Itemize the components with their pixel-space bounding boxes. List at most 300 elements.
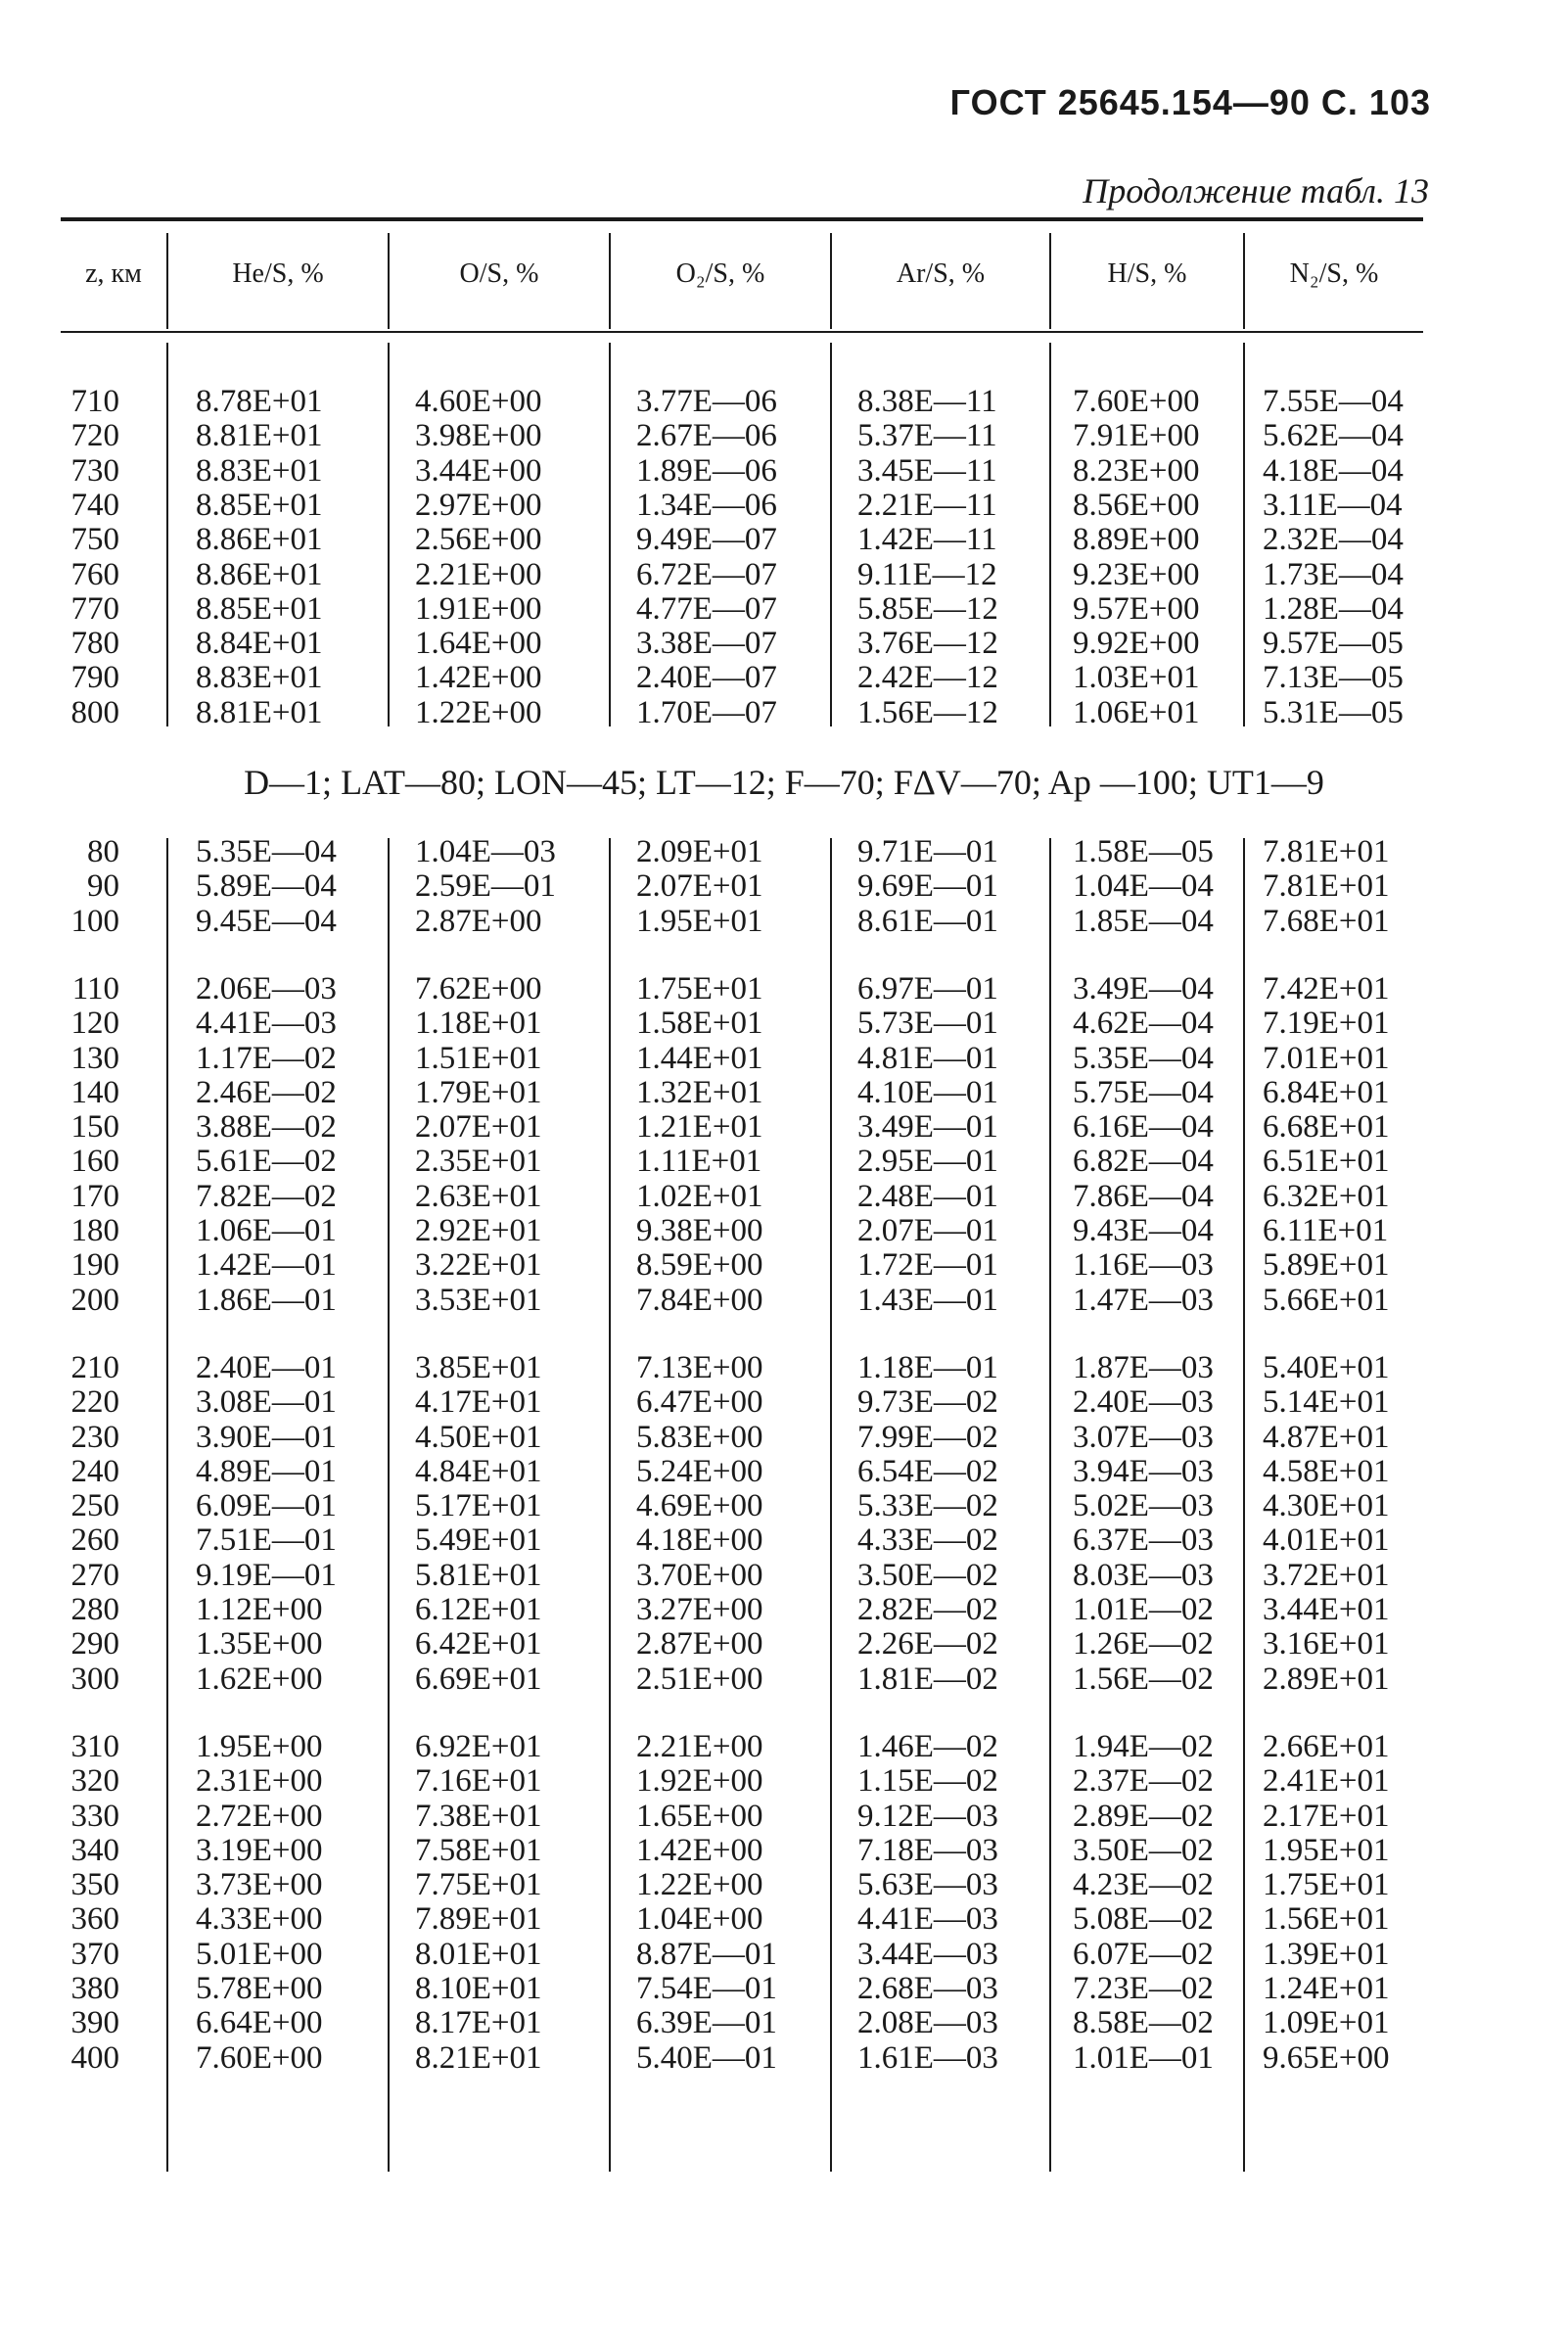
cell-ar: 7.18E—03 bbox=[857, 1832, 998, 1868]
column-rule bbox=[166, 233, 168, 329]
cell-altitude: 320 bbox=[70, 1763, 119, 1800]
cell-o: 2.07E+01 bbox=[415, 1109, 542, 1146]
cell-o2: 4.69E+00 bbox=[636, 1488, 763, 1524]
table-row bbox=[0, 489, 1568, 523]
cell-ar: 5.73E—01 bbox=[857, 1006, 998, 1042]
cell-n2: 1.39E+01 bbox=[1263, 1936, 1390, 1972]
cell-o: 8.01E+01 bbox=[415, 1936, 542, 1972]
cell-n2: 1.24E+01 bbox=[1263, 1971, 1390, 2006]
cell-n2: 7.01E+01 bbox=[1263, 1040, 1390, 1076]
cell-h: 5.75E—04 bbox=[1073, 1074, 1214, 1110]
cell-h: 7.60E+00 bbox=[1073, 384, 1200, 419]
cell-o2: 8.87E—01 bbox=[636, 1936, 777, 1972]
cell-o: 2.97E+00 bbox=[415, 487, 542, 523]
cell-ar: 3.44E—03 bbox=[857, 1936, 998, 1972]
cell-he: 6.09E—01 bbox=[196, 1488, 337, 1524]
table-row bbox=[0, 1421, 1568, 1455]
cell-ar: 1.15E—02 bbox=[857, 1763, 998, 1800]
cell-o: 8.21E+01 bbox=[415, 2039, 542, 2076]
cell-n2: 5.31E—05 bbox=[1263, 694, 1404, 730]
table-row bbox=[0, 419, 1568, 453]
cell-altitude: 90 bbox=[87, 868, 119, 905]
cell-h: 6.07E—02 bbox=[1073, 1936, 1214, 1972]
column-rule bbox=[1243, 233, 1245, 329]
cell-o2: 2.67E—06 bbox=[636, 418, 777, 454]
cell-o: 1.18E+01 bbox=[415, 1006, 542, 1042]
cell-altitude: 370 bbox=[70, 1936, 119, 1972]
cell-h: 4.23E—02 bbox=[1073, 1867, 1214, 1903]
table-row bbox=[0, 1938, 1568, 1972]
column-rule bbox=[1049, 233, 1051, 329]
cell-ar: 1.42E—11 bbox=[857, 522, 997, 558]
cell-altitude: 250 bbox=[70, 1488, 119, 1524]
cell-o2: 9.38E+00 bbox=[636, 1213, 763, 1248]
cell-he: 8.78E+01 bbox=[196, 384, 323, 419]
cell-ar: 9.73E—02 bbox=[857, 1384, 998, 1421]
cell-ar: 5.85E—12 bbox=[857, 590, 998, 627]
cell-n2: 4.30E+01 bbox=[1263, 1488, 1390, 1524]
cell-he: 2.06E—03 bbox=[196, 970, 337, 1007]
table-row bbox=[0, 1902, 1568, 1937]
column-header-altitude: z, км bbox=[85, 258, 142, 289]
cell-o: 1.22E+00 bbox=[415, 694, 542, 730]
cell-h: 1.03E+01 bbox=[1073, 660, 1200, 696]
cell-o2: 1.65E+00 bbox=[636, 1798, 763, 1834]
cell-ar: 1.56E—12 bbox=[857, 694, 998, 730]
cell-o2: 1.75E+01 bbox=[636, 970, 763, 1007]
cell-h: 1.58E—05 bbox=[1073, 834, 1214, 869]
cell-he: 1.17E—02 bbox=[196, 1040, 337, 1076]
cell-o2: 1.34E—06 bbox=[636, 487, 777, 523]
cell-o: 1.79E+01 bbox=[415, 1074, 542, 1110]
cell-h: 5.35E—04 bbox=[1073, 1040, 1214, 1076]
cell-altitude: 330 bbox=[70, 1798, 119, 1834]
cell-altitude: 130 bbox=[70, 1040, 119, 1076]
cell-o: 5.49E+01 bbox=[415, 1522, 542, 1559]
cell-o: 3.85E+01 bbox=[415, 1349, 542, 1385]
cell-ar: 4.41E—03 bbox=[857, 1901, 998, 1938]
cell-h: 1.56E—02 bbox=[1073, 1661, 1214, 1697]
cell-n2: 6.32E+01 bbox=[1263, 1178, 1390, 1214]
cell-he: 1.35E+00 bbox=[196, 1626, 323, 1662]
cell-altitude: 110 bbox=[71, 970, 119, 1007]
cell-n2: 1.73E—04 bbox=[1263, 556, 1404, 592]
column-header-ar: Ar/S, % bbox=[896, 258, 986, 289]
cell-he: 1.42E—01 bbox=[196, 1247, 337, 1284]
cell-ar: 2.26E—02 bbox=[857, 1626, 998, 1662]
table-row bbox=[0, 905, 1568, 939]
cell-o: 6.69E+01 bbox=[415, 1661, 542, 1697]
cell-h: 7.86E—04 bbox=[1073, 1178, 1214, 1214]
cell-n2: 6.68E+01 bbox=[1263, 1109, 1390, 1146]
cell-n2: 3.16E+01 bbox=[1263, 1626, 1390, 1662]
cell-altitude: 770 bbox=[70, 590, 119, 627]
cell-ar: 1.18E—01 bbox=[857, 1349, 998, 1385]
cell-n2: 1.09E+01 bbox=[1263, 2005, 1390, 2041]
table-row bbox=[0, 1972, 1568, 2006]
table-row bbox=[0, 454, 1568, 489]
cell-ar: 6.97E—01 bbox=[857, 970, 998, 1007]
cell-he: 2.40E—01 bbox=[196, 1349, 337, 1385]
cell-ar: 8.61E—01 bbox=[857, 903, 998, 939]
cell-ar: 4.81E—01 bbox=[857, 1040, 998, 1076]
cell-ar: 5.63E—03 bbox=[857, 1867, 998, 1903]
cell-ar: 3.76E—12 bbox=[857, 626, 998, 662]
cell-ar: 3.50E—02 bbox=[857, 1557, 998, 1593]
cell-h: 9.92E+00 bbox=[1073, 626, 1200, 662]
cell-n2: 7.81E+01 bbox=[1263, 868, 1390, 905]
cell-n2: 7.68E+01 bbox=[1263, 903, 1390, 939]
cell-o: 4.60E+00 bbox=[415, 384, 542, 419]
cell-n2: 7.55E—04 bbox=[1263, 384, 1404, 419]
cell-o2: 1.70E—07 bbox=[636, 694, 777, 730]
cell-altitude: 170 bbox=[70, 1178, 119, 1214]
cell-altitude: 120 bbox=[70, 1006, 119, 1042]
cell-n2: 2.32E—04 bbox=[1263, 522, 1404, 558]
cell-altitude: 730 bbox=[70, 452, 119, 489]
cell-ar: 8.38E—11 bbox=[857, 384, 997, 419]
cell-n2: 1.75E+01 bbox=[1263, 1867, 1390, 1903]
cell-ar: 5.33E—02 bbox=[857, 1488, 998, 1524]
table-row bbox=[0, 1627, 1568, 1662]
cell-o: 5.17E+01 bbox=[415, 1488, 542, 1524]
cell-h: 3.94E—03 bbox=[1073, 1453, 1214, 1489]
table-row bbox=[0, 835, 1568, 869]
cell-he: 2.46E—02 bbox=[196, 1074, 337, 1110]
cell-o2: 7.13E+00 bbox=[636, 1349, 763, 1385]
cell-altitude: 260 bbox=[70, 1522, 119, 1559]
cell-n2: 2.66E+01 bbox=[1263, 1728, 1390, 1764]
cell-he: 4.41E—03 bbox=[196, 1006, 337, 1042]
cell-he: 1.12E+00 bbox=[196, 1592, 323, 1627]
cell-h: 8.58E—02 bbox=[1073, 2005, 1214, 2041]
cell-altitude: 180 bbox=[70, 1213, 119, 1248]
cell-o: 6.92E+01 bbox=[415, 1728, 542, 1764]
table-row bbox=[0, 1662, 1568, 1697]
cell-o2: 2.51E+00 bbox=[636, 1661, 763, 1697]
cell-altitude: 710 bbox=[70, 384, 119, 419]
cell-he: 3.19E+00 bbox=[196, 1832, 323, 1868]
cell-ar: 9.69E—01 bbox=[857, 868, 998, 905]
cell-he: 8.85E+01 bbox=[196, 590, 323, 627]
cell-n2: 9.57E—05 bbox=[1263, 626, 1404, 662]
cell-n2: 7.19E+01 bbox=[1263, 1006, 1390, 1042]
table-row bbox=[0, 661, 1568, 695]
cell-o2: 2.21E+00 bbox=[636, 1728, 763, 1764]
cell-ar: 2.68E—03 bbox=[857, 1971, 998, 2006]
table-continuation-label: Продолжение табл. 13 bbox=[1083, 171, 1429, 211]
cell-altitude: 310 bbox=[70, 1728, 119, 1764]
cell-ar: 9.12E—03 bbox=[857, 1798, 998, 1834]
cell-altitude: 800 bbox=[70, 694, 119, 730]
table-top-rule bbox=[61, 217, 1423, 221]
cell-he: 7.51E—01 bbox=[196, 1522, 337, 1559]
cell-h: 4.62E—04 bbox=[1073, 1006, 1214, 1042]
cell-o2: 1.11E+01 bbox=[636, 1144, 762, 1180]
cell-n2: 1.95E+01 bbox=[1263, 1832, 1390, 1868]
cell-he: 9.19E—01 bbox=[196, 1557, 337, 1593]
cell-o2: 2.40E—07 bbox=[636, 660, 777, 696]
table-row bbox=[0, 1042, 1568, 1076]
table-conditions-caption: D—1; LAT—80; LON—45; LT—12; F—70; FΔV—70; Ap —100; UT1—9 bbox=[244, 763, 1324, 802]
table-row bbox=[0, 1180, 1568, 1214]
table-row bbox=[0, 1248, 1568, 1283]
cell-h: 9.57E+00 bbox=[1073, 590, 1200, 627]
cell-he: 5.01E+00 bbox=[196, 1936, 323, 1972]
cell-he: 5.78E+00 bbox=[196, 1971, 323, 2006]
table-row bbox=[0, 1110, 1568, 1145]
cell-altitude: 240 bbox=[70, 1453, 119, 1489]
cell-o2: 1.58E+01 bbox=[636, 1006, 763, 1042]
cell-o2: 9.49E—07 bbox=[636, 522, 777, 558]
cell-he: 8.83E+01 bbox=[196, 452, 323, 489]
cell-n2: 6.51E+01 bbox=[1263, 1144, 1390, 1180]
cell-o: 8.10E+01 bbox=[415, 1971, 542, 2006]
cell-he: 8.86E+01 bbox=[196, 556, 323, 592]
cell-h: 3.50E—02 bbox=[1073, 1832, 1214, 1868]
table-row bbox=[0, 1868, 1568, 1902]
cell-n2: 2.41E+01 bbox=[1263, 1763, 1390, 1800]
cell-h: 1.47E—03 bbox=[1073, 1282, 1214, 1318]
table-row bbox=[0, 592, 1568, 627]
cell-o2: 3.70E+00 bbox=[636, 1557, 763, 1593]
table-row bbox=[0, 1284, 1568, 1318]
cell-o2: 6.72E—07 bbox=[636, 556, 777, 592]
table-row bbox=[0, 385, 1568, 419]
cell-h: 3.07E—03 bbox=[1073, 1419, 1214, 1455]
table-row bbox=[0, 1559, 1568, 1593]
table-header-rule bbox=[61, 331, 1423, 333]
column-rule bbox=[609, 233, 611, 329]
page-header: ГОСТ 25645.154—90 С. 103 bbox=[949, 82, 1431, 122]
cell-h: 1.16E—03 bbox=[1073, 1247, 1214, 1284]
cell-o2: 4.77E—07 bbox=[636, 590, 777, 627]
cell-he: 1.06E—01 bbox=[196, 1213, 337, 1248]
cell-ar: 2.82E—02 bbox=[857, 1592, 998, 1627]
cell-o: 7.75E+01 bbox=[415, 1867, 542, 1903]
cell-o2: 2.87E+00 bbox=[636, 1626, 763, 1662]
cell-he: 1.95E+00 bbox=[196, 1728, 323, 1764]
cell-h: 1.04E—04 bbox=[1073, 868, 1214, 905]
column-header-o: O/S, % bbox=[459, 258, 539, 289]
table-row bbox=[0, 1076, 1568, 1110]
table-row bbox=[0, 869, 1568, 904]
table-row bbox=[0, 1385, 1568, 1420]
cell-altitude: 160 bbox=[70, 1144, 119, 1180]
cell-he: 7.60E+00 bbox=[196, 2039, 323, 2076]
cell-altitude: 290 bbox=[70, 1626, 119, 1662]
cell-he: 5.35E—04 bbox=[196, 834, 337, 869]
table-row bbox=[0, 1523, 1568, 1558]
cell-altitude: 210 bbox=[70, 1349, 119, 1385]
table-row bbox=[0, 1007, 1568, 1041]
cell-o: 1.64E+00 bbox=[415, 626, 542, 662]
cell-he: 3.88E—02 bbox=[196, 1109, 337, 1146]
cell-ar: 5.37E—11 bbox=[857, 418, 997, 454]
column-rule bbox=[388, 233, 390, 329]
cell-o: 7.38E+01 bbox=[415, 1798, 542, 1834]
cell-o2: 4.18E+00 bbox=[636, 1522, 763, 1559]
cell-n2: 9.65E+00 bbox=[1263, 2039, 1390, 2076]
column-header-h: H/S, % bbox=[1107, 258, 1187, 289]
cell-o2: 6.47E+00 bbox=[636, 1384, 763, 1421]
cell-altitude: 380 bbox=[70, 1971, 119, 2006]
cell-n2: 4.18E—04 bbox=[1263, 452, 1404, 489]
cell-h: 1.87E—03 bbox=[1073, 1349, 1214, 1385]
cell-he: 8.83E+01 bbox=[196, 660, 323, 696]
cell-he: 3.73E+00 bbox=[196, 1867, 323, 1903]
cell-o: 2.35E+01 bbox=[415, 1144, 542, 1180]
cell-ar: 6.54E—02 bbox=[857, 1453, 998, 1489]
cell-o2: 1.44E+01 bbox=[636, 1040, 763, 1076]
cell-altitude: 340 bbox=[70, 1832, 119, 1868]
cell-ar: 1.61E—03 bbox=[857, 2039, 998, 2076]
cell-o: 6.12E+01 bbox=[415, 1592, 542, 1627]
cell-he: 1.86E—01 bbox=[196, 1282, 337, 1318]
cell-o: 4.50E+01 bbox=[415, 1419, 542, 1455]
cell-he: 8.84E+01 bbox=[196, 626, 323, 662]
cell-n2: 1.28E—04 bbox=[1263, 590, 1404, 627]
cell-n2: 7.13E—05 bbox=[1263, 660, 1404, 696]
cell-o2: 1.42E+00 bbox=[636, 1832, 763, 1868]
cell-o: 1.04E—03 bbox=[415, 834, 556, 869]
cell-n2: 3.72E+01 bbox=[1263, 1557, 1390, 1593]
table-row bbox=[0, 1593, 1568, 1627]
cell-he: 4.33E+00 bbox=[196, 1901, 323, 1938]
cell-h: 9.23E+00 bbox=[1073, 556, 1200, 592]
table-row bbox=[0, 972, 1568, 1007]
cell-ar: 3.49E—01 bbox=[857, 1109, 998, 1146]
cell-o: 3.98E+00 bbox=[415, 418, 542, 454]
cell-he: 5.61E—02 bbox=[196, 1144, 337, 1180]
table-row bbox=[0, 1730, 1568, 1764]
column-header-o2: O₂/S, % bbox=[675, 258, 765, 289]
cell-altitude: 230 bbox=[70, 1419, 119, 1455]
cell-o2: 7.54E—01 bbox=[636, 1971, 777, 2006]
table-row bbox=[0, 1834, 1568, 1868]
cell-o2: 5.83E+00 bbox=[636, 1419, 763, 1455]
table-row bbox=[0, 1764, 1568, 1799]
cell-o: 1.42E+00 bbox=[415, 660, 542, 696]
cell-altitude: 740 bbox=[70, 487, 119, 523]
cell-o: 2.56E+00 bbox=[415, 522, 542, 558]
cell-o: 8.17E+01 bbox=[415, 2005, 542, 2041]
cell-o2: 1.02E+01 bbox=[636, 1178, 763, 1214]
cell-o: 3.53E+01 bbox=[415, 1282, 542, 1318]
cell-he: 2.31E+00 bbox=[196, 1763, 323, 1800]
cell-o2: 5.40E—01 bbox=[636, 2039, 777, 2076]
cell-altitude: 270 bbox=[70, 1557, 119, 1593]
cell-he: 1.62E+00 bbox=[196, 1661, 323, 1697]
cell-o2: 5.24E+00 bbox=[636, 1453, 763, 1489]
cell-ar: 2.48E—01 bbox=[857, 1178, 998, 1214]
cell-ar: 7.99E—02 bbox=[857, 1419, 998, 1455]
cell-o: 7.58E+01 bbox=[415, 1832, 542, 1868]
table-row bbox=[0, 1214, 1568, 1248]
cell-h: 8.56E+00 bbox=[1073, 487, 1200, 523]
cell-o: 4.84E+01 bbox=[415, 1453, 542, 1489]
cell-he: 8.86E+01 bbox=[196, 522, 323, 558]
cell-o2: 7.84E+00 bbox=[636, 1282, 763, 1318]
cell-o2: 3.27E+00 bbox=[636, 1592, 763, 1627]
cell-h: 1.01E—01 bbox=[1073, 2039, 1214, 2076]
cell-altitude: 750 bbox=[70, 522, 119, 558]
cell-o: 3.44E+00 bbox=[415, 452, 542, 489]
cell-he: 9.45E—04 bbox=[196, 903, 337, 939]
cell-n2: 3.11E—04 bbox=[1263, 487, 1403, 523]
cell-altitude: 280 bbox=[70, 1592, 119, 1627]
cell-ar: 2.08E—03 bbox=[857, 2005, 998, 2041]
cell-o: 7.16E+01 bbox=[415, 1763, 542, 1800]
cell-ar: 4.33E—02 bbox=[857, 1522, 998, 1559]
cell-n2: 7.42E+01 bbox=[1263, 970, 1390, 1007]
cell-n2: 6.11E+01 bbox=[1263, 1213, 1389, 1248]
cell-h: 6.82E—04 bbox=[1073, 1144, 1214, 1180]
table-row bbox=[0, 1351, 1568, 1385]
cell-o2: 1.04E+00 bbox=[636, 1901, 763, 1938]
cell-n2: 5.89E+01 bbox=[1263, 1247, 1390, 1284]
cell-h: 8.03E—03 bbox=[1073, 1557, 1214, 1593]
cell-ar: 1.81E—02 bbox=[857, 1661, 998, 1697]
cell-ar: 1.72E—01 bbox=[857, 1247, 998, 1284]
cell-altitude: 790 bbox=[70, 660, 119, 696]
cell-o2: 3.77E—06 bbox=[636, 384, 777, 419]
cell-o: 2.63E+01 bbox=[415, 1178, 542, 1214]
cell-he: 8.81E+01 bbox=[196, 418, 323, 454]
table-row bbox=[0, 523, 1568, 557]
cell-h: 2.37E—02 bbox=[1073, 1763, 1214, 1800]
cell-o2: 6.39E—01 bbox=[636, 2005, 777, 2041]
cell-h: 1.06E+01 bbox=[1073, 694, 1200, 730]
cell-he: 8.85E+01 bbox=[196, 487, 323, 523]
cell-o: 1.91E+00 bbox=[415, 590, 542, 627]
cell-altitude: 360 bbox=[70, 1901, 119, 1938]
cell-he: 8.81E+01 bbox=[196, 694, 323, 730]
table-row bbox=[0, 627, 1568, 661]
cell-altitude: 140 bbox=[70, 1074, 119, 1110]
table-row bbox=[0, 696, 1568, 730]
cell-n2: 5.40E+01 bbox=[1263, 1349, 1390, 1385]
cell-o: 2.87E+00 bbox=[415, 903, 542, 939]
cell-h: 5.08E—02 bbox=[1073, 1901, 1214, 1938]
cell-n2: 5.14E+01 bbox=[1263, 1384, 1390, 1421]
column-header-he: He/S, % bbox=[232, 258, 324, 289]
cell-h: 1.94E—02 bbox=[1073, 1728, 1214, 1764]
cell-altitude: 400 bbox=[70, 2039, 119, 2076]
cell-h: 1.01E—02 bbox=[1073, 1592, 1214, 1627]
cell-n2: 6.84E+01 bbox=[1263, 1074, 1390, 1110]
cell-altitude: 220 bbox=[70, 1384, 119, 1421]
cell-o2: 3.38E—07 bbox=[636, 626, 777, 662]
cell-o2: 8.59E+00 bbox=[636, 1247, 763, 1284]
cell-ar: 1.46E—02 bbox=[857, 1728, 998, 1764]
cell-ar: 9.11E—12 bbox=[857, 556, 997, 592]
cell-h: 6.16E—04 bbox=[1073, 1109, 1214, 1146]
cell-h: 6.37E—03 bbox=[1073, 1522, 1214, 1559]
cell-ar: 2.07E—01 bbox=[857, 1213, 998, 1248]
cell-o2: 1.22E+00 bbox=[636, 1867, 763, 1903]
cell-n2: 3.44E+01 bbox=[1263, 1592, 1390, 1627]
table-row bbox=[0, 1800, 1568, 1834]
cell-h: 8.89E+00 bbox=[1073, 522, 1200, 558]
cell-altitude: 780 bbox=[70, 626, 119, 662]
cell-o: 2.92E+01 bbox=[415, 1213, 542, 1248]
cell-he: 3.90E—01 bbox=[196, 1419, 337, 1455]
cell-o2: 2.07E+01 bbox=[636, 868, 763, 905]
cell-n2: 2.89E+01 bbox=[1263, 1661, 1390, 1697]
cell-ar: 2.42E—12 bbox=[857, 660, 998, 696]
cell-altitude: 200 bbox=[70, 1282, 119, 1318]
